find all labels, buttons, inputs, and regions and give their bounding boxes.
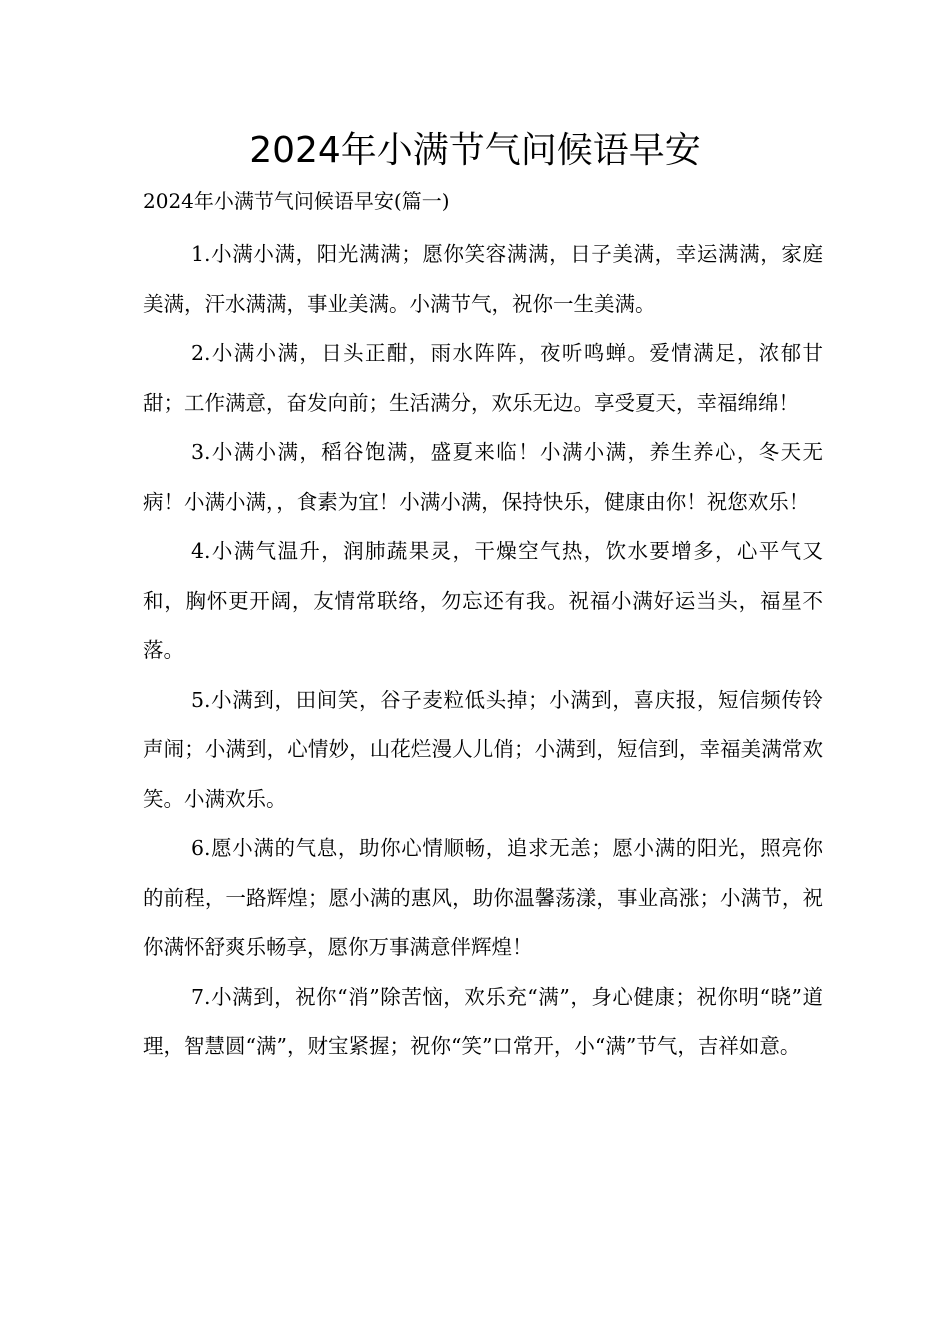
- greeting-paragraph-3: 3.小满小满，稻谷饱满，盛夏来临！小满小满，养生养心，冬天无病！小满小满，，食素为宜！小满小满，保持快乐，健康由你！祝您欢乐！: [143, 440, 823, 514]
- greeting-paragraph-4: 4.小满气温升，润肺蔬果灵，干燥空气热，饮水要增多，心平气又和，胸怀更开阔，友情常联络，勿忘还有我。祝福小满好运当头，福星不落。: [143, 539, 823, 662]
- document-body: [143, 230, 823, 1072]
- document-title: 2024年小满节气问候语早安: [249, 130, 701, 171]
- greeting-paragraph-5: 5.小满到，田间笑，谷子麦粒低头掉；小满到，喜庆报，短信频传铃声闹；小满到，心情妙，山花烂漫人儿俏；小满到，短信到，幸福美满常欢笑。小满欢乐。: [143, 687, 823, 811]
- section-heading: 2024年小满节气问候语早安(篇一): [143, 189, 450, 213]
- greeting-paragraph-2: 2.小满小满，日头正酣，雨水阵阵，夜听鸣蝉。爱情满足，浓郁甘甜；工作满意，奋发向前；生活满分，欢乐无边。享受夏天，幸福绵绵！: [143, 341, 823, 415]
- greeting-paragraph-6: 6.愿小满的气息，助你心情顺畅，追求无恙；愿小满的阳光，照亮你的前程，一路辉煌；愿小满的惠风，助你温馨荡漾，事业高涨；小满节，祝你满怀舒爽乐畅享，愿你万事满意伴辉煌！: [143, 836, 823, 959]
- greeting-paragraph-1: 1.小满小满，阳光满满；愿你笑容满满，日子美满，幸运满满，家庭美满，汗水满满，事业美满。小满节气，祝你一生美满。: [143, 242, 823, 316]
- greeting-paragraph-7: 7.小满到，祝你“消”除苦恼，欢乐充“满”，身心健康；祝你明“晓”道理，智慧圆“满”，财宝紧握；祝你“笑”口常开，小“满”节气，吉祥如意。: [143, 984, 823, 1058]
